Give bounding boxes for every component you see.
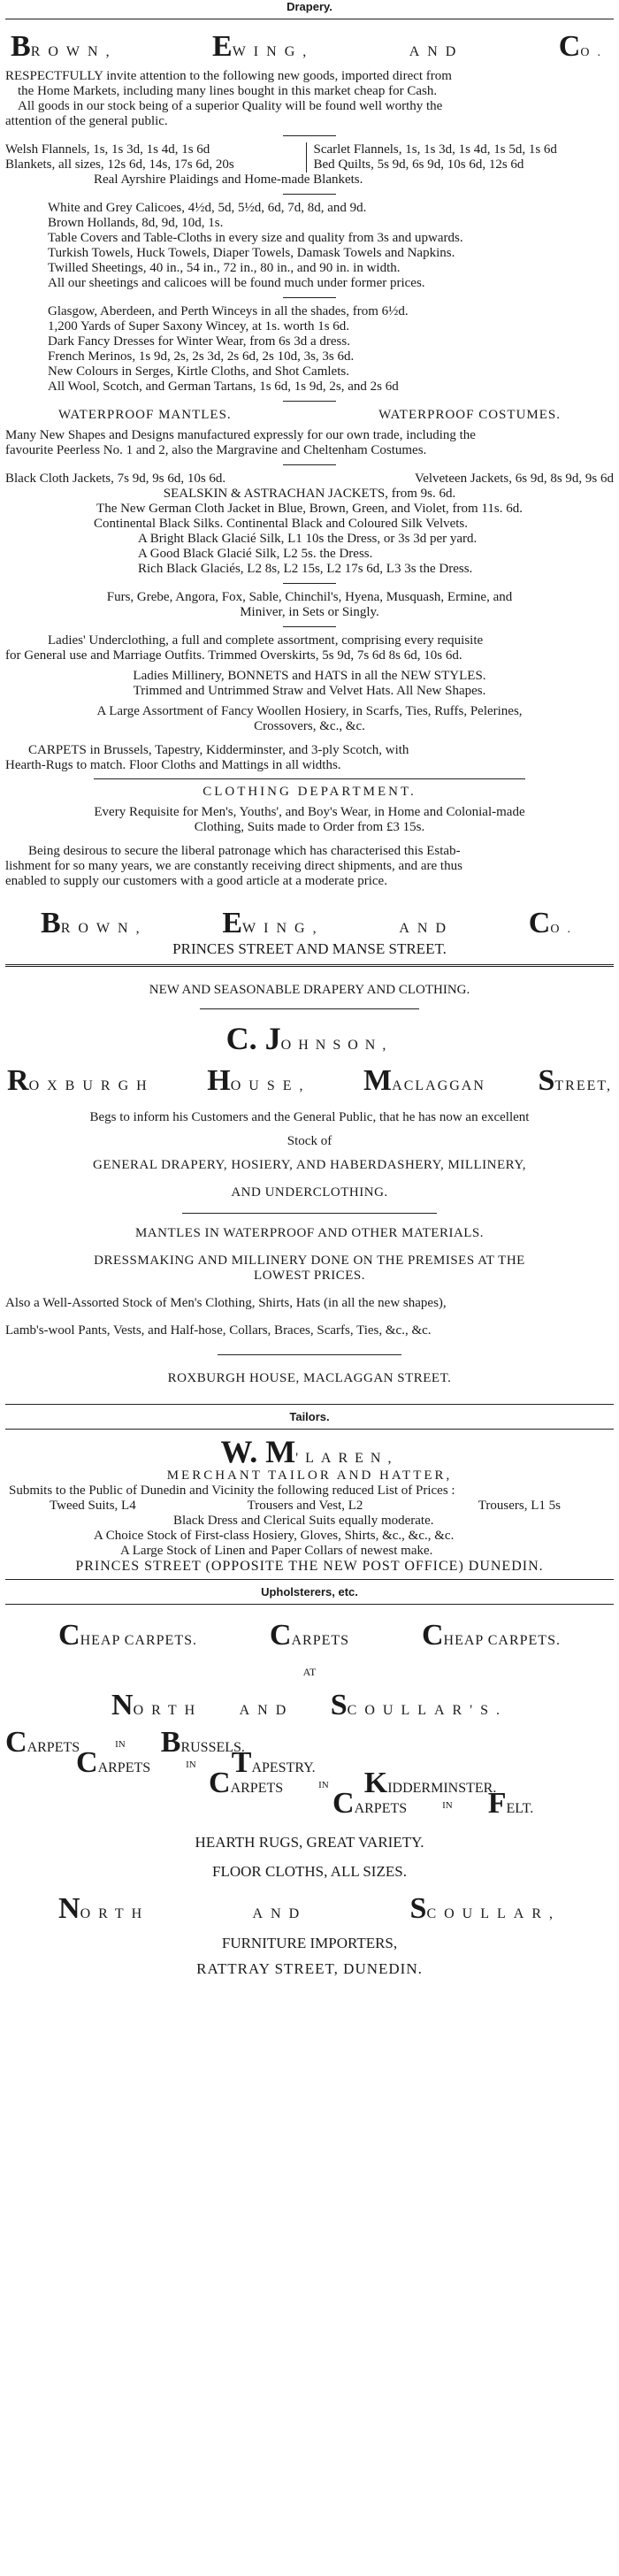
divider xyxy=(5,1404,614,1405)
intro-paragraph: RESPECTFULLY invite attention to the following new goods, imported direct from the Home Markets, including many lines bought in this market cheap for Cash. All goods in our stock being of a superior Quality will be found well worthy the attention of the general public. xyxy=(5,69,452,128)
section-heading-drapery: Drapery. xyxy=(287,0,332,13)
north-scoullar-signature: NORTH AND SCOULLAR, xyxy=(58,1892,561,1925)
patronage-paragraph: Being desirous to secure the liberal patronage which has characterised this Estab- lishment for so many years, we are constantly receiving direct shipments, and are thus enabled to supply our customers with a good article at a moderate price. xyxy=(5,844,462,888)
johnson-paragraph: Begs to inform his Customers and the General Public, that he has now an excellent Stock of xyxy=(89,1110,530,1148)
section-heading-upholsterers: Upholsterers, etc. xyxy=(261,1585,358,1598)
divider xyxy=(283,626,336,627)
divider xyxy=(5,1429,614,1430)
general-drapery-line-1: GENERAL DRAPERY, HOSIERY, AND HABERDASHERY, MILLINERY, xyxy=(93,1158,526,1172)
mclaren-more-3: A Large Stock of Linen and Paper Collars of newest make. xyxy=(120,1544,433,1558)
mclaren-more-2: A Choice Stock of First-class Hosiery, Gloves, Shirts, &c., &c., &c. xyxy=(94,1529,455,1543)
divider xyxy=(94,778,525,779)
clothing-paragraph: Every Requisite for Men's, Youths', and Boy's Wear, in Home and Colonial-made Clothing, Suits made to Order from £3 15s. xyxy=(94,805,525,834)
furniture-importers-line: FURNITURE IMPORTERS, xyxy=(221,1935,398,1951)
carpets-ad-block: CARPETS in Brussels, Tapestry, Kidderminster, and 3-ply Scotch, with Hearth-Rugs to match. Floor Cloths and Mattings in all widths. xyxy=(5,743,409,772)
divider xyxy=(283,297,336,298)
hosiery-block: A Large Assortment of Fancy Woollen Hosiery, in Scarfs, Ties, Ruffs, Pelerines, Crossovers, &c., &c. xyxy=(96,704,523,733)
clothing-department-heading: CLOTHING DEPARTMENT. xyxy=(203,785,416,799)
roxburgh-address: ROXBURGH HOUSE, MACLAGGAN STREET. xyxy=(167,1371,452,1385)
divider xyxy=(5,1604,614,1605)
at-line: AT xyxy=(302,1666,317,1678)
mclaren-more-1: Black Dress and Clerical Suits equally moderate. xyxy=(173,1514,434,1528)
calicoes-block: White and Grey Calicoes, 4½d, 5d, 5½d, 6d, 7d, 8d, and 9d. Brown Hollands, 8d, 9d, 10d, 1s. Table Covers and Table-Cloths in every size and quality from 3s and upwards. Turkish Towels, Huck Towels, Diaper Towels, Damask Towels and Napkins. Twilled Sheetings, 40 in., 54 in., 72 in., 80 in., and 90 in. in width. All our sheetings and calicoes will be found much under former prices. xyxy=(48,201,463,290)
floor-cloths-line: FLOOR CLOTHS, ALL SIZES. xyxy=(212,1863,407,1880)
carpets-in-brussels: CARPETS IN BRUSSELS. xyxy=(5,1726,245,1759)
divider xyxy=(283,135,336,136)
section-heading-tailors: Tailors. xyxy=(289,1410,330,1423)
divider xyxy=(218,1354,401,1355)
brown-ewing-signature: BROWN, EWING, AND CO. xyxy=(41,907,578,939)
north-scoullar-title: NORTH AND SCOULLAR'S. xyxy=(111,1689,508,1721)
cheap-carpets-line: CHEAP CARPETS. CARPETS CHEAP CARPETS. xyxy=(58,1619,561,1652)
carpets-in-tapestry: CARPETS IN TAPESTRY. xyxy=(76,1746,316,1779)
carpets-in-felt: CARPETS IN FELT. xyxy=(332,1787,534,1820)
brown-ewing-title: BROWN, EWING, AND CO. xyxy=(11,30,608,63)
johnson-title: C. JOHNSON, xyxy=(225,1021,394,1056)
sealskin-line: SEALSKIN & ASTRACHAN JACKETS, from 9s. 6d. xyxy=(163,487,456,501)
jackets-line: Black Cloth Jackets, 7s 9d, 9s 6d, 10s 6d. Velveteen Jackets, 6s 9d, 8s 9d, 9s 6d xyxy=(5,472,614,486)
dressmaking-line-1: DRESSMAKING AND MILLINERY DONE ON THE PREMISES AT THE xyxy=(94,1254,525,1268)
divider xyxy=(5,1579,614,1580)
winceys-block: Glasgow, Aberdeen, and Perth Winceys in all the shades, from 6½d. 1,200 Yards of Super Saxony Wincey, at 1s. worth 1s 6d. Dark Fancy Dresses for Winter Wear, from 6s 3d a dress. French Merinos, 1s 9d, 2s, 2s 3d, 2s 6d, 2s 10d, 3s, 3s 6d. New Colours in Serges, Kirtle Cloths, and Shot Camlets. All Wool, Scotch, and German Tartans, 1s 6d, 1s 9d, 2s, and 2s 6d xyxy=(48,304,409,394)
new-seasonable-heading: NEW AND SEASONABLE DRAPERY AND CLOTHING. xyxy=(149,983,470,997)
divider xyxy=(283,194,336,195)
also-line-2: Lamb's-wool Pants, Vests, and Half-hose, Collars, Braces, Scarfs, Ties, &c., &c. xyxy=(5,1323,432,1338)
flannels-block: Welsh Flannels, 1s, 1s 3d, 1s 4d, 1s 6d Blankets, all sizes, 12s 6d, 14s, 17s 6d, 20s Scarlet Flannels, 1s, 1s 3d, 1s 4d, 1s 5d, 1s 6d Bed Quilts, 5s 9d, 6s 9d, 10s 6d, 12s 6d xyxy=(5,142,614,172)
mclaren-prices: Tweed Suits, L4 Trousers and Vest, L2 Trousers, L1 5s xyxy=(50,1499,562,1513)
carpets-in-kidderminster: CARPETS IN KIDDERMINSTER. xyxy=(209,1767,497,1799)
silks-block: The New German Cloth Jacket in Blue, Brown, Green, and Violet, from 11s. 6d. Continental Black Silks. Continental Black and Coloured Silk Velvets. A Bright Black Glacié Silk, L1 10s the Dress, or 3s 3d per yard. A Good Black Glacié Silk, L2 5s. the Dress. Rich Black Glaciés, L2 8s, L2 15s, L2 17s 6d, L3 3s the Dress. xyxy=(94,502,523,576)
waterproof-headings: WATERPROOF MANTLES. WATERPROOF COSTUMES. xyxy=(58,408,561,422)
mantles-line: MANTLES IN WATERPROOF AND OTHER MATERIALS. xyxy=(134,1226,485,1240)
mclaren-title: W. M'LAREN, xyxy=(220,1434,399,1469)
dressmaking-line-2: LOWEST PRICES. xyxy=(254,1269,365,1283)
divider xyxy=(283,583,336,584)
general-drapery-line-2: AND UNDERCLOTHING. xyxy=(231,1185,388,1200)
shapes-paragraph: Many New Shapes and Designs manufactured expressly for our own trade, including the favourite Peerless No. 1 and 2, also the Margravine and Cheltenham Costumes. xyxy=(5,428,476,457)
millinery-block: Ladies Millinery, BONNETS and HATS in all the NEW STYLES. Trimmed and Untrimmed Straw and Velvet Hats. All New Shapes. xyxy=(133,669,486,698)
also-line-1: Also a Well-Assorted Stock of Men's Clothing, Shirts, Hats (in all the new shapes), xyxy=(5,1296,447,1310)
divider xyxy=(283,401,336,402)
divider xyxy=(182,1213,437,1214)
divider xyxy=(283,464,336,465)
plaidings-line: Real Ayrshire Plaidings and Home-made Blankets. xyxy=(94,172,363,187)
princes-manse-address: PRINCES STREET AND MANSE STREET. xyxy=(172,940,447,957)
mclaren-address: PRINCES STREET (OPPOSITE THE NEW POST OFFICE) DUNEDIN. xyxy=(75,1559,544,1574)
divider xyxy=(200,1008,419,1009)
mclaren-subtitle: MERCHANT TAILOR AND HATTER, xyxy=(166,1468,453,1483)
roxburgh-house-title: ROXBURGH HOUSE, MACLAGGAN STREET, xyxy=(7,1064,612,1097)
mclaren-paragraph: Submits to the Public of Dunedin and Vicinity the following reduced List of Prices : xyxy=(9,1484,455,1498)
hearth-rugs-line: HEARTH RUGS, GREAT VARIETY. xyxy=(195,1834,424,1851)
underclothing-block: Ladies' Underclothing, a full and complete assortment, comprising every requisite for General use and Marriage Outfits. Trimmed Overskirts, 5s 9d, 7s 6d 8s 6d, 10s 6d. xyxy=(5,633,484,663)
divider xyxy=(5,964,614,967)
rattray-street-line: RATTRAY STREET, DUNEDIN. xyxy=(196,1960,423,1977)
furs-block: Furs, Grebe, Angora, Fox, Sable, Chinchil's, Hyena, Musquash, Ermine, and Miniver, in Sets or Singly. xyxy=(106,590,513,619)
